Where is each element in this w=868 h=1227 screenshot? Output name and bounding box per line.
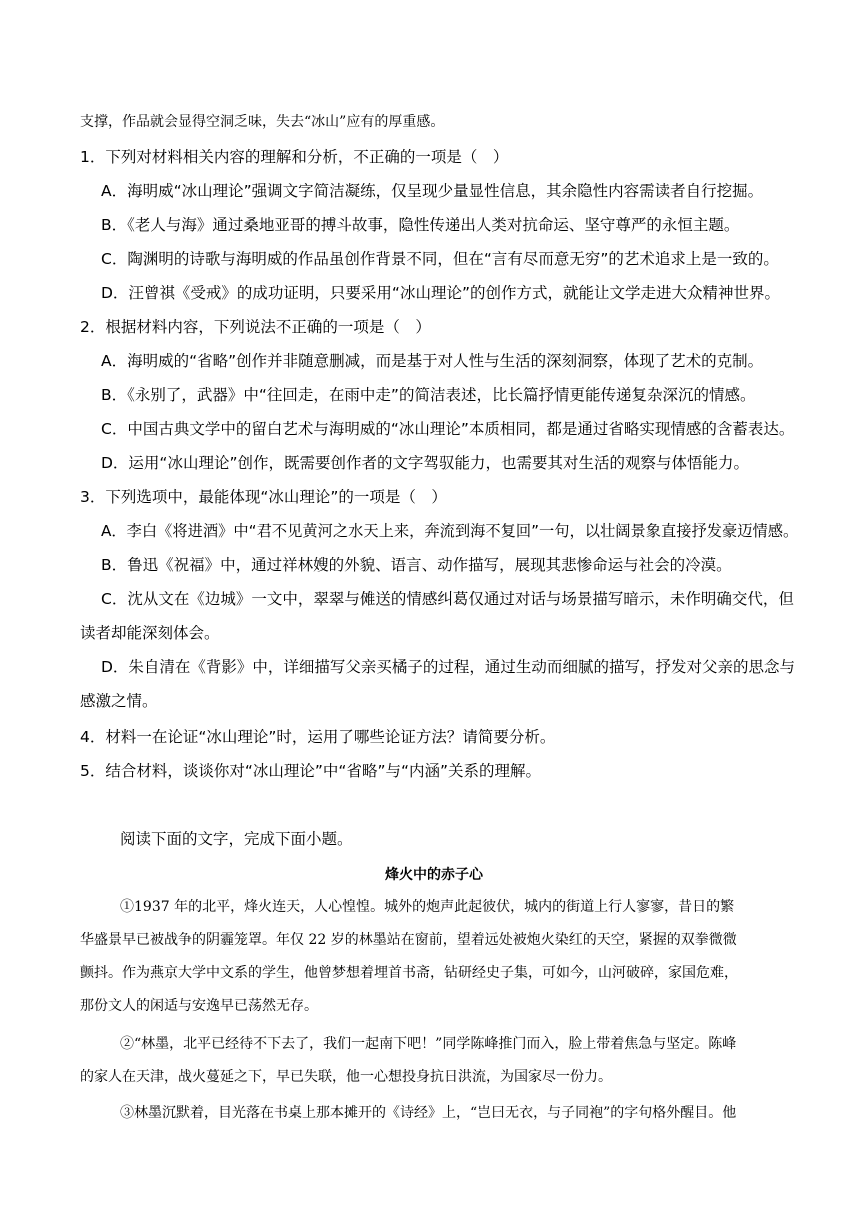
reading-instruction: 阅读下面的文字，完成下面小题。	[120, 830, 353, 848]
question-1-option-a: A．海明威“冰山理论”强调文字简洁凝练，仅呈现少量显性信息，其余隐性内容需读者自行挖掘。	[101, 182, 764, 200]
question-3-option-c-continued: 读者却能深刻体会。	[80, 624, 220, 642]
story-line-5: ②“林墨，北平已经待不下去了，我们一起南下吧！”同学陈峰推门而入，脸上带着焦急与坚定。陈峰	[120, 1036, 737, 1052]
question-3-option-a: A．李白《将进酒》中“君不见黄河之水天上来，奔流到海不复回”一句，以壮阔景象直接抒发豪迈情感。	[101, 522, 799, 540]
question-3-stem: 3．下列选项中，最能体现“冰山理论”的一项是（ ）	[80, 488, 447, 506]
question-1-option-d: D．汪曾祺《受戒》的成功证明，只要采用“冰山理论”的创作方式，就能让文学走进大众精神世界。	[101, 284, 780, 302]
question-1-option-b: B．《老人与海》通过桑地亚哥的搏斗故事，隐性传递出人类对抗命运、坚守尊严的永恒主题。	[101, 216, 740, 234]
story-line-1: ①1937 年的北平，烽火连天，人心惶惶。城外的炮声此起彼伏，城内的街道上行人寥寥，昔日的繁	[120, 899, 735, 915]
question-2-option-b: B．《永别了，武器》中“往回走，在雨中走”的简洁表述，比长篇抒情更能传递复杂深沉的情感。	[101, 386, 756, 404]
question-3-option-c: C．沈从文在《边城》一文中，翠翠与傩送的情感纠葛仅通过对话与场景描写暗示，未作明确交代，但	[101, 590, 794, 608]
intro-line: 支撑，作品就会显得空洞乏味，失去“冰山”应有的厚重感。	[80, 114, 445, 130]
question-2-stem: 2．根据材料内容，下列说法不正确的一项是（ ）	[80, 318, 431, 336]
question-3-option-b: B．鲁迅《祝福》中，通过祥林嫂的外貌、语言、动作描写，展现其悲惨命运与社会的冷漠。	[101, 556, 732, 574]
question-3-option-d: D．朱自清在《背影》中，详细描写父亲买橘子的过程，通过生动而细腻的描写，抒发对父亲的思念与	[101, 658, 795, 676]
question-5-stem: 5．结合材料，谈谈你对“冰山理论”中“省略”与“内涵”关系的理解。	[80, 762, 542, 780]
question-4-stem: 4．材料一在论证“冰山理论”时，运用了哪些论证方法？请简要分析。	[80, 728, 556, 746]
story-title: 烽火中的赤子心	[385, 867, 483, 883]
question-1-stem: 1．下列对材料相关内容的理解和分析，不正确的一项是（ ）	[80, 148, 509, 166]
question-1-option-c: C．陶渊明的诗歌与海明威的作品虽创作背景不同，但在“言有尽而意无穷”的艺术追求上是一致的。	[101, 250, 779, 268]
question-2-option-a: A．海明威的“省略”创作并非随意删减，而是基于对人性与生活的深刻洞察，体现了艺术的克制。	[101, 352, 764, 370]
story-line-7: ③林墨沉默着，目光落在书桌上那本摊开的《诗经》上，“岂曰无衣，与子同袍”的字句格外醒目。他	[120, 1105, 737, 1121]
story-line-2: 华盛景早已被战争的阴霾笼罩。年仅 22 岁的林墨站在窗前，望着远处被炮火染红的天空，紧握的双拳微微	[80, 932, 737, 948]
question-2-option-d: D．运用“冰山理论”创作，既需要创作者的文字驾驭能力，也需要其对生活的观察与体悟能力。	[101, 454, 749, 472]
story-line-6: 的家人在天津，战火蔓延之下，早已失联，他一心想投身抗日洪流，为国家尽一份力。	[80, 1069, 612, 1085]
story-line-3: 颤抖。作为燕京大学中文系的学生，他曾梦想着埋首书斋，钻研经史子集，可如今，山河破碎，家国危难，	[80, 965, 738, 981]
question-2-option-c: C．中国古典文学中的留白艺术与海明威的“冰山理论”本质相同，都是通过省略实现情感的含蓄表达。	[101, 420, 795, 438]
story-line-4: 那份文人的闲适与安逸早已荡然无存。	[80, 998, 318, 1014]
question-3-option-d-continued: 感激之情。	[80, 692, 158, 710]
